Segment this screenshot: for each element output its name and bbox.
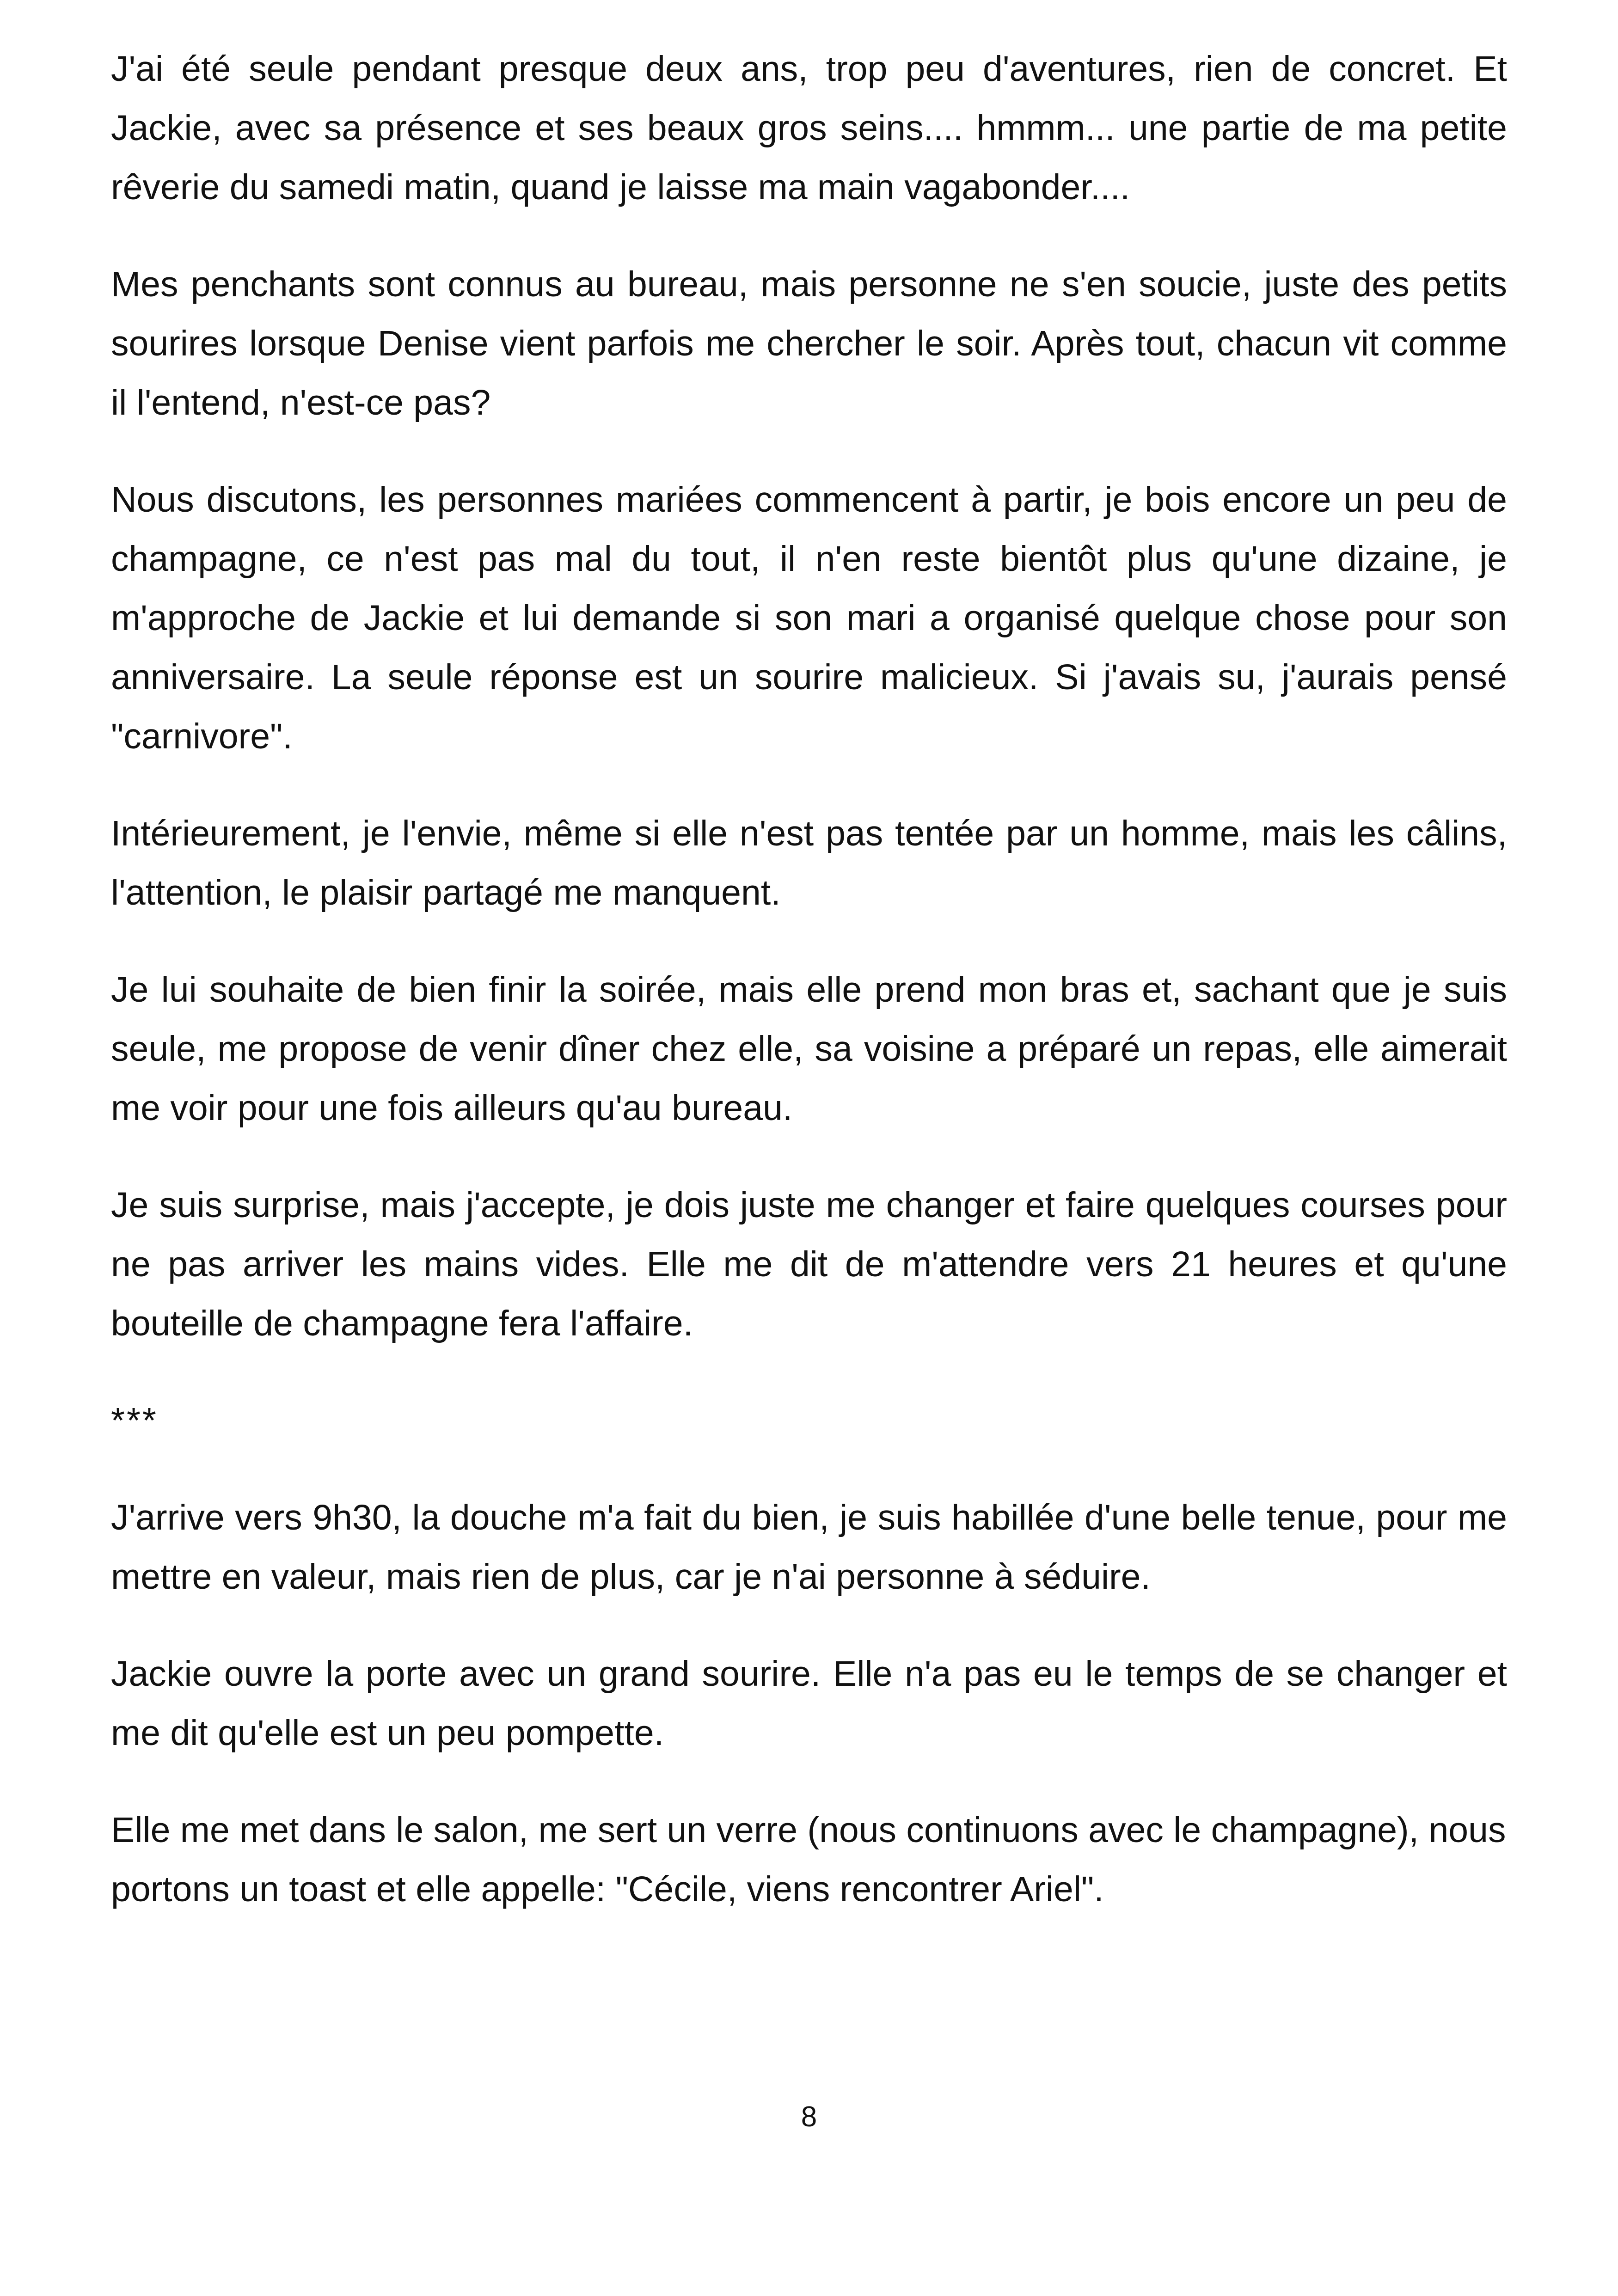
paragraph-3: Nous discutons, les personnes mariées commencent à partir, je bois encore un peu de champagne, ce n'est pas mal du tout, il n'en reste bientôt plus qu'une dizaine, je m'approche de Jackie et lui demande si son mari a organisé quelque chose pour son anniversaire. La seule réponse est un sourire malicieux. Si j'avais su, j'aurais pensé "carnivore".	[111, 480, 1507, 756]
paragraph-5: Je lui souhaite de bien finir la soirée, mais elle prend mon bras et, sachant que je suis seule, me propose de venir dîner chez elle, sa voisine a préparé un repas, elle aimerait me voir pour une fois ailleurs qu'au bureau.	[111, 970, 1507, 1128]
paragraph-2: Mes penchants sont connus au bureau, mais personne ne s'en soucie, juste des petits sourires lorsque Denise vient parfois me chercher le soir. Après tout, chacun vit comme il l'entend, n'est-ce pas?	[111, 264, 1507, 422]
paragraph-9: Elle me met dans le salon, me sert un verre (nous continuons avec le champagne), nous portons un toast et elle appelle: "Cécile, viens rencontrer Ariel".	[111, 1810, 1506, 1909]
paragraph-1: J'ai été seule pendant presque deux ans, trop peu d'aventures, rien de concret. Et Jackie, avec sa présence et ses beaux gros seins.... hmmm... une partie de ma petite rêverie du samedi matin, quand je laisse ma main vagabonder....	[111, 49, 1507, 207]
paragraph-7: J'arrive vers 9h30, la douche m'a fait du bien, je suis habillée d'une belle tenue, pour me mettre en valeur, mais rien de plus, car je n'ai personne à séduire.	[111, 1498, 1507, 1597]
page-number: 8	[801, 2101, 817, 2133]
paragraph-8: Jackie ouvre la porte avec un grand sourire. Elle n'a pas eu le temps de se changer et me dit qu'elle est un peu pompette.	[111, 1654, 1507, 1753]
scene-break: ***	[111, 1401, 158, 1440]
paragraph-6: Je suis surprise, mais j'accepte, je dois juste me changer et faire quelques courses pour ne pas arriver les mains vides. Elle me dit de m'attendre vers 21 heures et qu'une bouteille de champagne fera l'affaire.	[111, 1185, 1507, 1343]
body-text	[111, 39, 1507, 1957]
paragraph-4: Intérieurement, je l'envie, même si elle n'est pas tentée par un homme, mais les câlins, l'attention, le plaisir partagé me manquent.	[111, 814, 1507, 912]
